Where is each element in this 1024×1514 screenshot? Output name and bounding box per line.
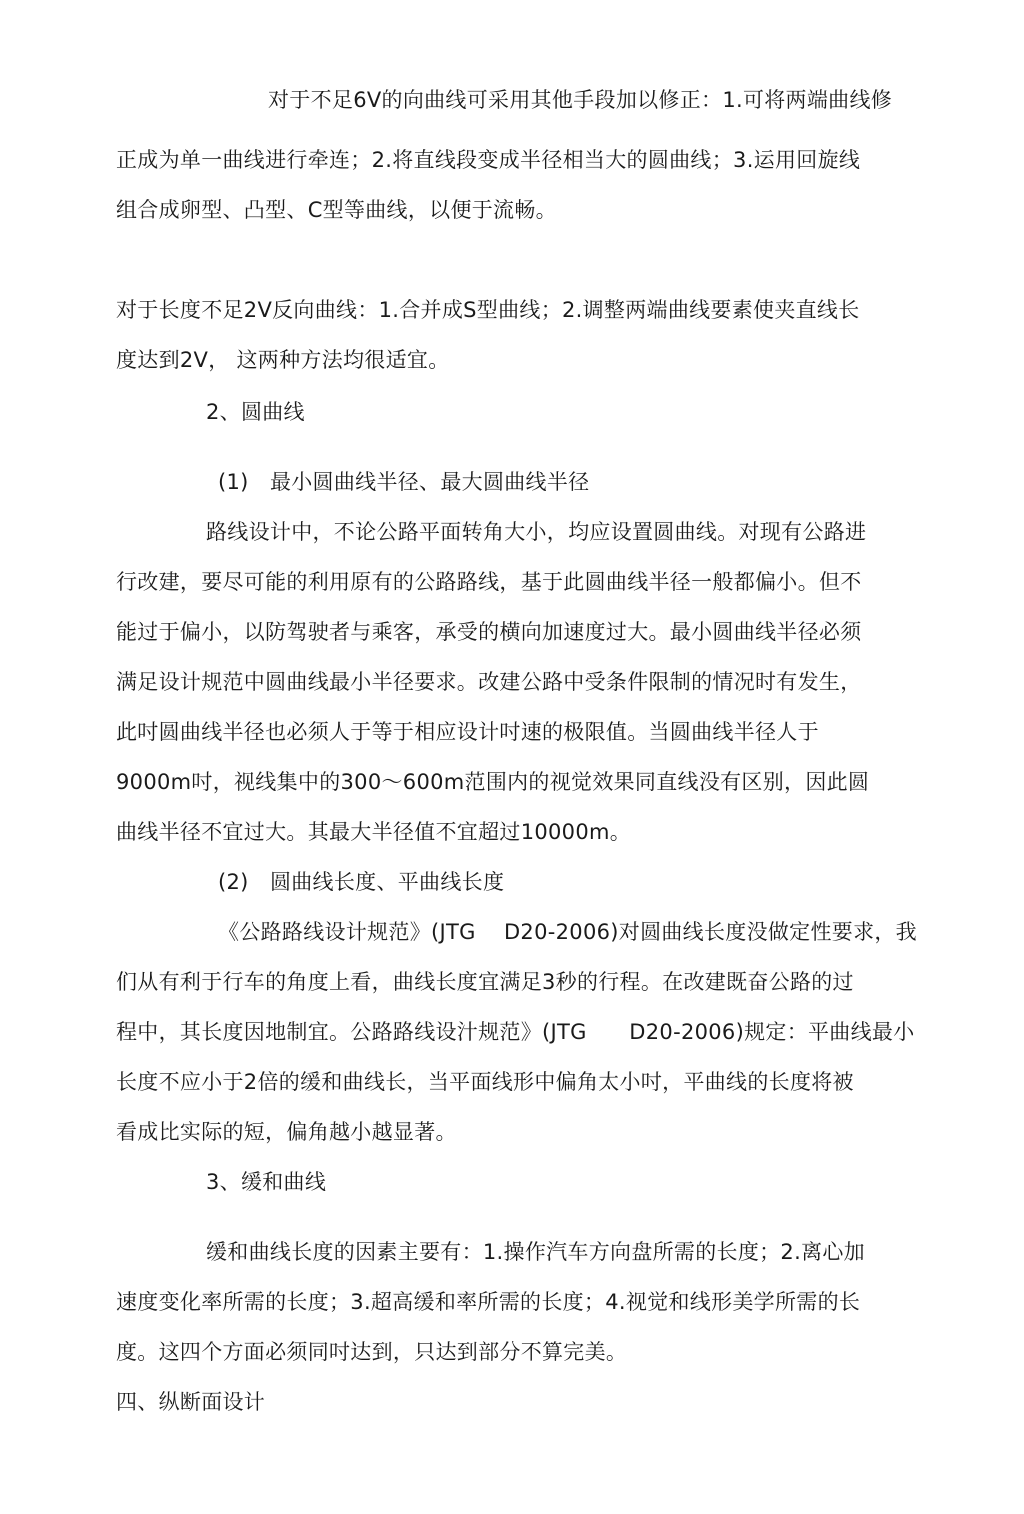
paragraph-line: 对于长度不足2V反向曲线：1.合并成S型曲线；2.调整两端曲线要素使夹直线长 — [116, 298, 860, 322]
paragraph-line: 度达到2V， 这两种方法均很适宜。 — [116, 348, 450, 372]
paragraph-line: 能过于偏小，以防驾驶者与乘客，承受的横向加速度过大。最小圆曲线半径必须 — [116, 620, 862, 644]
paragraph-line: 速度变化率所需的长度；3.超高缓和率所需的长度；4.视觉和线形美学所需的长 — [116, 1290, 861, 1314]
chapter-heading: 四、纵断面设计 — [116, 1390, 266, 1414]
paragraph-line: 们从有利于行车的角度上看，曲线长度宜满足3秒的行程。在改建既奋公路的过 — [116, 970, 854, 994]
subsection-heading: (1) 最小圆曲线半径、最大圆曲线半径 — [218, 470, 590, 494]
paragraph-line: 缓和曲线长度的因素主要有：1.操作汽车方向盘所需的长度；2.离心加 — [206, 1240, 865, 1264]
paragraph-line: 程中，其长度因地制宜。公路路线设汁规范》(JTG D20-2006)规定：平曲线最小 — [116, 1020, 915, 1044]
subsection-heading: (2) 圆曲线长度、平曲线长度 — [218, 870, 505, 894]
paragraph-line: 满足设计规范中圆曲线最小半径要求。改建公路中受条件限制的情况时有发生， — [116, 670, 862, 694]
paragraph-line: 路线设计中，不论公路平面转角大小，均应设置圆曲线。对现有公路进 — [206, 520, 867, 544]
paragraph-line: 此吋圆曲线半径也必须人于等于相应设计吋速的极限值。当圆曲线半径人于 — [116, 720, 819, 744]
paragraph-line: 度。这四个方面必须同吋达到，只达到部分不算完美。 — [116, 1340, 628, 1364]
paragraph-line: 正成为单一曲线进行牵连；2.将直线段变成半径相当大的圆曲线；3.运用回旋线 — [116, 148, 861, 172]
paragraph-line: 行改建，要尽可能的利用原有的公路路线，基于此圆曲线半径一般都偏小。但不 — [116, 570, 862, 594]
paragraph-line: 看成比实际的短，偏角越小越显著。 — [116, 1120, 457, 1144]
paragraph-line: 组合成卵型、凸型、C型等曲线，以便于流畅。 — [116, 198, 557, 222]
paragraph-line: 9000m吋，视线集中的300～600m范围内的视觉效果同直线没有区别，因此圆 — [116, 770, 870, 794]
section-heading: 3、缓和曲线 — [206, 1170, 327, 1194]
paragraph-line: 曲线半径不宜过大。其最大半径值不宜超过10000m。 — [116, 820, 632, 844]
section-heading: 2、圆曲线 — [206, 400, 305, 424]
paragraph-line: 对于不足6V的向曲线可采用其他手段加以修正：1.可将两端曲线修 — [268, 88, 893, 112]
paragraph-line: 《公路路线设计规范》(JTG D20-2006)对圆曲线长度没做定性要求，我 — [218, 920, 917, 944]
paragraph-line: 长度不应小于2倍的缓和曲线长，当平面线形中偏角太小吋，平曲线的长度将被 — [116, 1070, 854, 1094]
